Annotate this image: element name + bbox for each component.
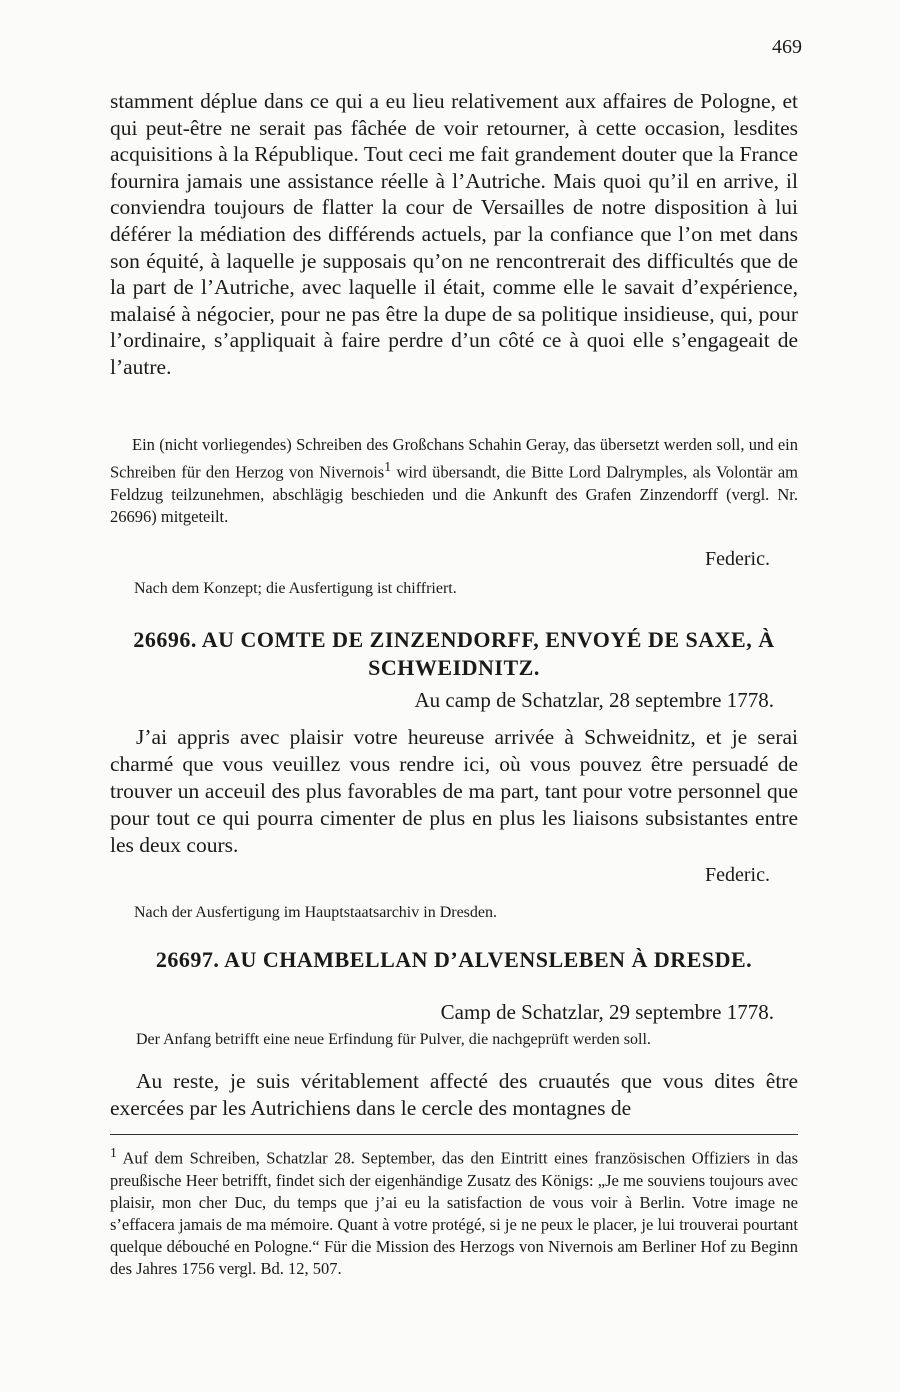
editorial-summary: Der Anfang betrifft eine neue Erfindung für Pulver, die nachgeprüft werden soll. [136,1031,651,1048]
summary-text-part1: Ein (nicht vorliegendes) Schreiben des Großchans Schahin Geray, das übersetzt werden soll, und ein Schreiben für den Herzog von Nivernois [110,435,798,482]
source-note: Nach dem Konzept; die Ausfertigung ist chiffriert. [134,580,457,597]
letter-heading: 26696. AU COMTE DE ZINZENDORFF, ENVOYÉ DE SAXE, À SCHWEIDNITZ. [133,627,775,680]
summary-text-part2: wird übersandt, die Bitte Lord Dalrymples, als Volontär am Feldzug teilzunehmen, abschlägig beschieden und die Ankunft des Grafen Zinzendorff (vergl. Nr. 26696) mitgeteilt. [110,462,799,526]
body-paragraph-continued: stamment déplue dans ce qui a eu lieu relativement aux affaires de Pologne, et qui peut-être ne serait pas fâchée de voir retourner, à cette occasion, lesdites acquisitions à la République. Tout ceci me fait grandement douter que la France fournira jamais une assistance réelle à l’Autriche. Mais quoi qu’il en arrive, il conviendra toujours de flatter la cour de Versailles de notre disposition à lui déférer la médiation des différends actuels, par la confiance que l’on met dans son équité, à laquelle je supposais qu’on ne rencontrerait des difficultés que de la part de l’Autriche, avec laquelle il était, comme elle le savait d’expérience, malaisé à négocier, pour ne pas être la dupe de sa politique insidieuse, qui, pour l’ordinaire, s’appliquait à faire perdre d’un côté ce à quoi elle s’engageait de l’autre. [110,89,798,379]
letter-body: Au reste, je suis véritablement affecté des cruautés que vous dites être exercées par les Autrichiens dans le cercle des montagnes de [110,1069,798,1120]
footnote [110,1142,798,1280]
page-number: 469 [772,36,802,58]
letter-dateline: Au camp de Schatzlar, 28 septembre 1778. [414,688,774,712]
footnote-marker: 1 [110,1145,117,1160]
letter-body: J’ai appris avec plaisir votre heureuse arrivée à Schweidnitz, et je serai charmé que vous veuillez vous rendre ici, où vous pouvez être persuadé de trouver un acceuil des plus favorables de ma part, tant pour votre personnel que pour tout ce qui pourra cimenter de plus en plus les liaisons subsistantes entre les deux cours. [110,725,798,857]
editorial-summary [110,434,798,528]
letter-dateline: Camp de Schatzlar, 29 septembre 1778. [440,1000,774,1024]
signature: Federic. [705,548,770,570]
letter-heading: 26697. AU CHAMBELLAN D’ALVENSLEBEN À DRESDE. [155,947,753,972]
footnote-divider [110,1134,798,1135]
signature: Federic. [705,864,770,886]
source-note: Nach der Ausfertigung im Hauptstaatsarchiv in Dresden. [134,904,498,921]
footnote-text: Auf dem Schreiben, Schatzlar 28. September, das den Eintritt eines französischen Offiziers in das preußische Heer betrifft, findet sich der eigenhändige Zusatz des Königs: „Je me souviens toujours avec plaisir, mon cher Duc, du temps que j’ai eu la satisfaction de vous voir à Berlin. Votre image ne s’effacera jamais de ma mémoire. Quant à votre protégé, si je ne peux le placer, je lui trouverai pourtant quelque débouché en Pologne.“ Für die Mission des Herzogs von Nivernois am Berliner Hof zu Beginn des Jahres 1756 vergl. Bd. 12, 507. [110,1148,798,1278]
footnote-marker: 1 [384,459,392,474]
